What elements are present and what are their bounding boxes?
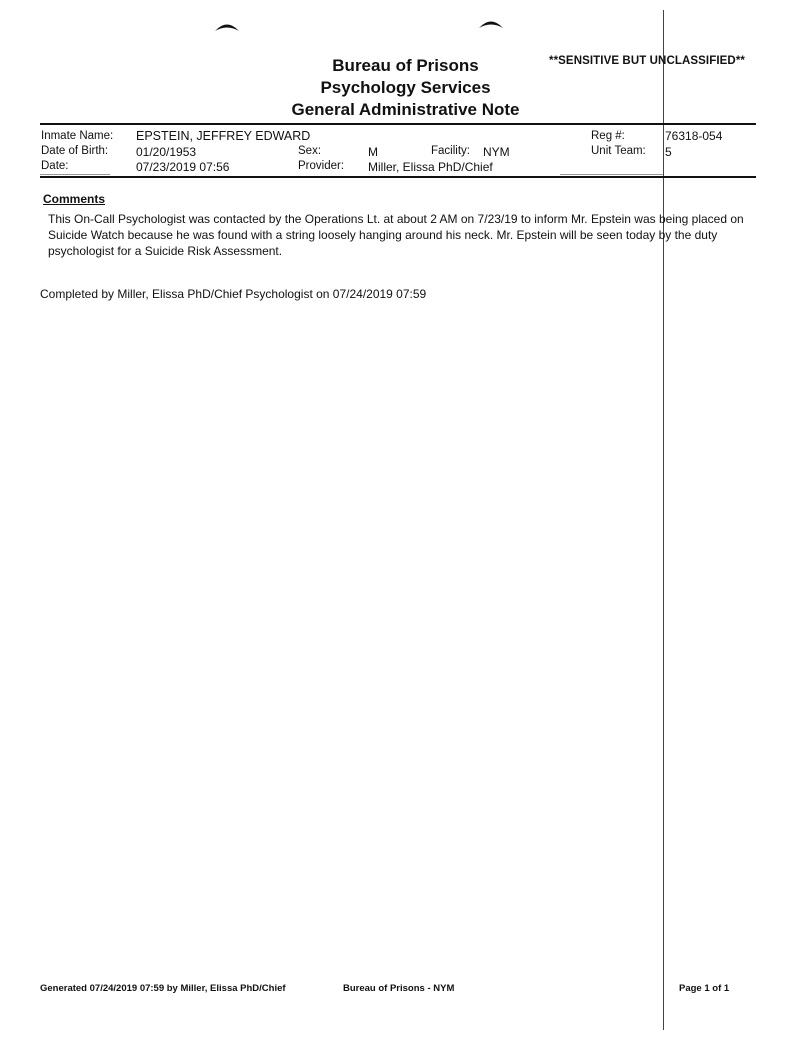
unit-team-value: 5 <box>665 145 672 159</box>
comments-heading: Comments <box>43 192 106 206</box>
facility-label: Facility: <box>431 145 470 157</box>
info-divider <box>40 176 756 178</box>
header-title-note-type: General Administrative Note <box>291 100 520 119</box>
provider-value: Miller, Elissa PhD/Chief <box>368 160 493 174</box>
classification-banner: **SENSITIVE BUT UNCLASSIFIED** <box>549 55 745 67</box>
completed-by-line: Completed by Miller, Elissa PhD/Chief Psychologist on 07/24/2019 07:59 <box>40 287 427 301</box>
dob-label: Date of Birth: <box>41 145 109 157</box>
reg-number-label: Reg #: <box>591 130 625 142</box>
scan-vertical-line <box>663 10 664 1030</box>
provider-label: Provider: <box>298 160 345 172</box>
scan-mark-icon-left <box>214 20 240 32</box>
scan-mark-icon-right <box>478 17 504 29</box>
date-label: Date: <box>41 160 69 172</box>
reg-number-value: 76318-054 <box>665 129 723 143</box>
sex-label: Sex: <box>298 145 322 157</box>
inmate-name-value: EPSTEIN, JEFFREY EDWARD <box>136 129 311 143</box>
header-divider <box>40 123 756 125</box>
inmate-name-label: Inmate Name: <box>41 130 114 142</box>
footer-source: Bureau of Prisons - NYM <box>343 983 455 994</box>
footer-generated: Generated 07/24/2019 07:59 by Miller, Elissa PhD/Chief <box>40 983 286 994</box>
facility-value: NYM <box>483 145 510 159</box>
header-title-department: Psychology Services <box>320 78 491 97</box>
comments-body: This On-Call Psychologist was contacted by the Operations Lt. at about 2 AM on 7/23/19 to inform Mr. Epstein was being placed on Suicide Watch because he was found with a string loosely hanging around his neck. Mr. Epstein will be seen today by the duty psychologist for a Suicide Risk Assessment. <box>48 212 744 258</box>
unit-team-label: Unit Team: <box>591 145 646 157</box>
footer-page-number: Page 1 of 1 <box>679 983 730 994</box>
sex-value: M <box>368 145 378 159</box>
info-subrule-right <box>560 174 663 175</box>
info-subrule-left <box>40 174 110 175</box>
header-title-agency: Bureau of Prisons <box>332 56 479 75</box>
dob-value: 01/20/1953 <box>136 145 197 159</box>
date-value: 07/23/2019 07:56 <box>136 160 230 174</box>
